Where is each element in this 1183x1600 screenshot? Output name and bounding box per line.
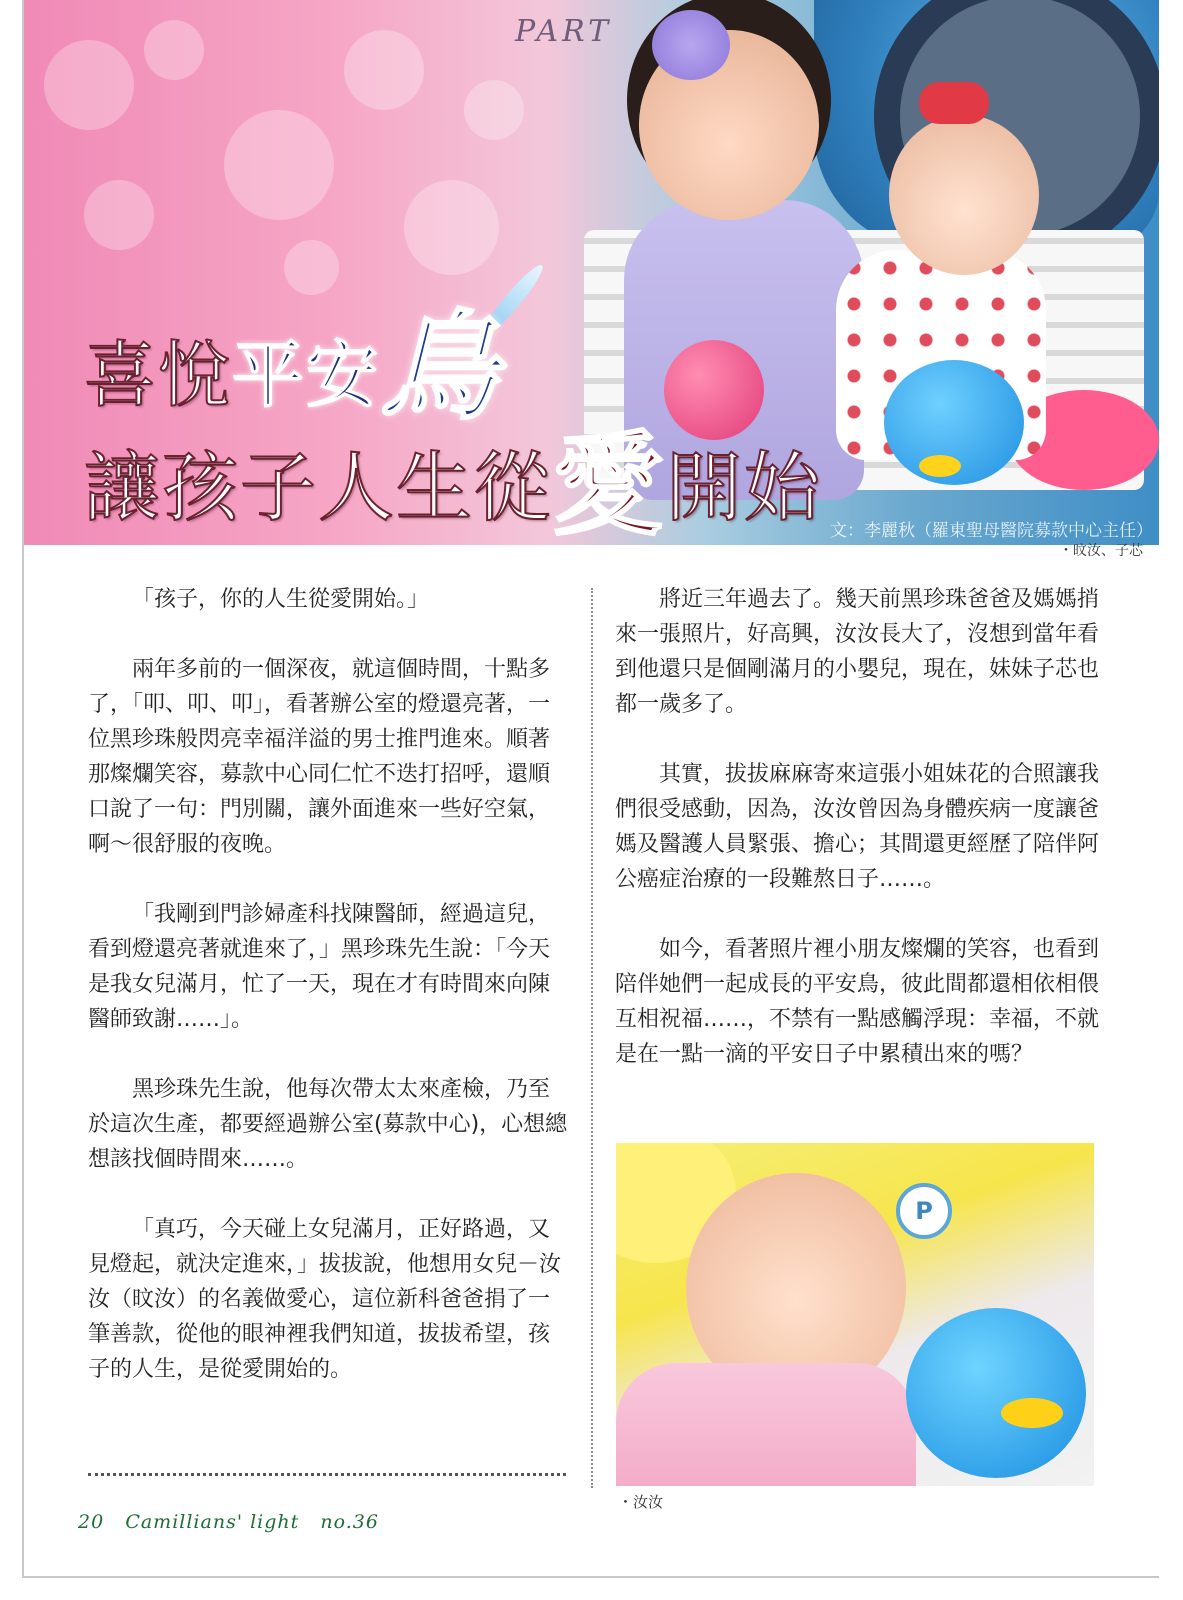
magazine-name: Camillians' light xyxy=(125,1511,300,1533)
paragraph: 「我剛到門診婦產科找陳醫師，經過這兒，看到燈還亮著就進來了，」黑珍珠先生說：「今天是我女兒滿月，忙了一天，現在才有時間來向陳醫師致謝……」。 xyxy=(88,902,551,1032)
bokeh-light xyxy=(144,20,204,80)
article-right-column xyxy=(615,582,1105,1107)
author-byline: 文：李麗秋（羅東聖母醫院募款中心主任） xyxy=(830,521,1153,541)
paragraph: 如今，看著照片裡小朋友燦爛的笑容，也看到陪伴她們一起成長的平安鳥，彼此間都還相依相偎互相祝福……，不禁有一點感觸浮現：幸福，不就是在一點一滴的平安日子中累積出來的嗎？ xyxy=(615,937,1100,1067)
page-footer xyxy=(78,1511,379,1533)
baby-photo-caption: ・汝汝 xyxy=(618,1493,664,1511)
issue-number: no.36 xyxy=(320,1511,379,1533)
bokeh-light xyxy=(44,40,134,130)
bokeh-light xyxy=(464,80,524,140)
title-phrase-a: 讓孩子人生從 xyxy=(84,443,552,532)
part-label: PART xyxy=(515,14,613,49)
duck-beak xyxy=(919,455,961,477)
pillow-logo: P xyxy=(896,1183,952,1239)
title-phrase-c: 開始 xyxy=(666,443,822,532)
title-word-peace: 平安 xyxy=(232,332,381,417)
paragraph: 將近三年過去了。幾天前黑珍珠爸爸及媽媽捎來一張照片，好高興，汝汝長大了，沒想到當年看到他還只是個剛滿月的小嬰兒，現在，妹妹子芯也都一歲多了。 xyxy=(615,587,1100,717)
column-divider xyxy=(591,588,593,1488)
title-line-2 xyxy=(84,420,822,551)
title-word-love: 愛 xyxy=(552,420,666,551)
baby-face xyxy=(889,115,1039,275)
paragraph: 「孩子，你的人生從愛開始。」 xyxy=(132,587,430,612)
title-word-joyful: 喜悅 xyxy=(84,333,233,417)
infant-pink-shirt xyxy=(616,1363,916,1486)
title-line-1 xyxy=(84,297,501,436)
dotted-rule xyxy=(88,1473,566,1476)
paragraph: 其實，拔拔麻麻寄來這張小姐妹花的合照讓我們很受感動，因為，汝汝曾因為身體疾病一度讓爸媽及醫護人員緊張、擔心；其間還更經歷了陪伴阿公癌症治療的一段難熬日子……。 xyxy=(615,762,1100,892)
bokeh-light xyxy=(84,180,154,250)
bokeh-light xyxy=(404,180,499,275)
baby-photo xyxy=(616,1143,1094,1486)
red-bow-headband xyxy=(919,82,989,124)
header-photo-caption: ・旼汝、子芯 xyxy=(1059,543,1143,559)
bokeh-light xyxy=(224,110,334,220)
bokeh-light xyxy=(284,240,339,295)
title-word-bird: 鳥 xyxy=(380,297,501,436)
blue-duck-toy xyxy=(906,1308,1086,1478)
article-left-column xyxy=(88,582,568,1422)
paragraph: 兩年多前的一個深夜，就這個時間，十點多了，「叩、叩、叩」，看著辦公室的燈還亮著，一位黑珍珠般閃亮幸福洋溢的男士推門進來。順著那燦爛笑容，募款中心同仁忙不迭打招呼，還順口說了一句：門別關，讓外面進來一些好空氣，啊～很舒服的夜晚。 xyxy=(88,657,551,857)
flower-headband xyxy=(652,10,730,80)
paragraph: 黑珍珠先生說，他每次帶太太來產檢，乃至於這次生產，都要經過辦公室(募款中心)，心想總想該找個時間來……。 xyxy=(88,1077,568,1172)
duck-beak xyxy=(1001,1398,1063,1428)
bokeh-light xyxy=(344,30,424,110)
page-number: 20 xyxy=(78,1511,105,1533)
paragraph: 「真巧，今天碰上女兒滿月，正好路過，又見燈起，就決定進來，」拔拔說，他想用女兒－汝汝（旼汝）的名義做愛心，這位新科爸爸捐了一筆善款，從他的眼神裡我們知道，拔拔希望，孩子的人生，是從愛開始的。 xyxy=(88,1217,562,1382)
